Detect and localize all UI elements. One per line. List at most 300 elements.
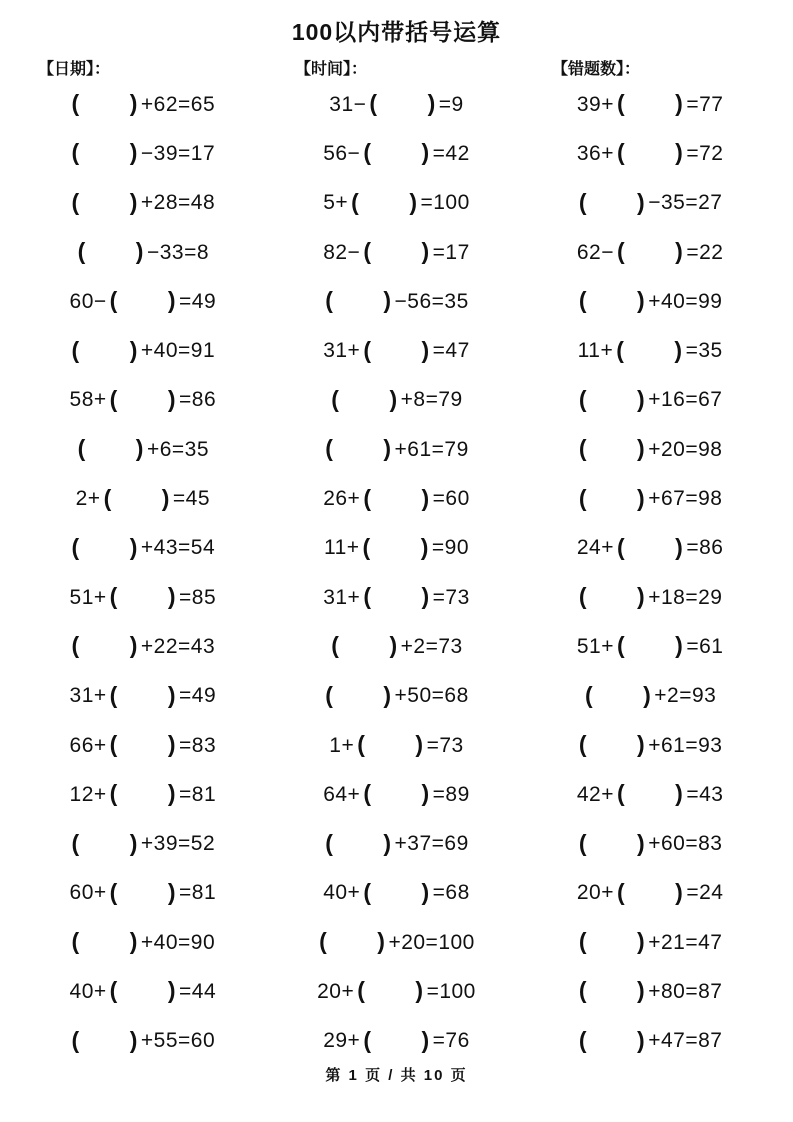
answer-blank bbox=[373, 351, 419, 352]
close-paren: ) bbox=[421, 583, 430, 610]
equation-cell bbox=[16, 326, 270, 375]
equation-text: =68 bbox=[432, 881, 470, 905]
answer-blank bbox=[82, 153, 128, 154]
equation-cell bbox=[16, 869, 270, 918]
close-paren: ) bbox=[675, 90, 684, 117]
close-paren: ) bbox=[415, 977, 424, 1004]
close-paren: ) bbox=[129, 139, 138, 166]
equation-text: =47 bbox=[432, 339, 470, 363]
equation-cell bbox=[523, 770, 777, 819]
answer-blank bbox=[120, 400, 166, 401]
open-paren: ( bbox=[71, 533, 80, 560]
equation-text: +61=79 bbox=[394, 437, 469, 461]
answer-blank bbox=[589, 991, 635, 992]
open-paren: ( bbox=[71, 188, 80, 215]
close-paren: ) bbox=[637, 385, 646, 412]
open-paren: ( bbox=[77, 435, 86, 462]
open-paren: ( bbox=[616, 533, 626, 560]
answer-blank bbox=[82, 548, 128, 549]
equation-text: +50=68 bbox=[394, 684, 469, 708]
equation-text: 60− bbox=[69, 289, 107, 313]
close-paren: ) bbox=[421, 238, 430, 265]
equation-text: 2+ bbox=[75, 487, 101, 511]
answer-blank bbox=[589, 1041, 635, 1042]
open-paren: ( bbox=[616, 238, 626, 265]
equation-text: =81 bbox=[179, 782, 217, 806]
answer-blank bbox=[82, 646, 128, 647]
page-number: 第 1 页 / 共 10 页 bbox=[325, 1067, 468, 1084]
answer-blank bbox=[627, 548, 673, 549]
open-paren: ( bbox=[71, 632, 80, 659]
open-paren: ( bbox=[109, 977, 118, 1004]
equation-text: 56− bbox=[323, 141, 361, 165]
equation-text: +80=87 bbox=[648, 979, 723, 1003]
close-paren: ) bbox=[389, 385, 398, 412]
equation-text: =49 bbox=[179, 684, 217, 708]
open-paren: ( bbox=[325, 829, 334, 856]
equation-cell bbox=[523, 425, 777, 474]
close-paren: ) bbox=[383, 287, 392, 314]
open-paren: ( bbox=[578, 1026, 588, 1053]
answer-blank bbox=[589, 844, 635, 845]
equation-text: 64+ bbox=[323, 782, 361, 806]
answer-blank bbox=[589, 745, 635, 746]
answer-blank bbox=[589, 400, 635, 401]
equation-text: 24+ bbox=[576, 536, 614, 560]
answer-blank bbox=[589, 942, 635, 943]
answer-blank bbox=[373, 794, 419, 795]
equation-cell bbox=[16, 770, 270, 819]
open-paren: ( bbox=[363, 238, 372, 265]
equation-cell bbox=[16, 967, 270, 1016]
answer-blank bbox=[335, 844, 381, 845]
close-paren: ) bbox=[129, 336, 138, 363]
close-paren: ) bbox=[167, 681, 176, 708]
open-paren: ( bbox=[616, 780, 626, 807]
equation-cell bbox=[16, 622, 270, 671]
equation-cell bbox=[523, 179, 777, 228]
equation-text: +43=54 bbox=[140, 536, 216, 560]
close-paren: ) bbox=[409, 188, 418, 215]
answer-blank bbox=[373, 499, 419, 500]
close-paren: ) bbox=[167, 583, 176, 610]
close-paren: ) bbox=[167, 878, 176, 905]
equation-text: 26+ bbox=[323, 487, 361, 511]
close-paren: ) bbox=[675, 238, 684, 265]
open-paren: ( bbox=[357, 731, 366, 757]
close-paren: ) bbox=[421, 139, 430, 166]
equation-text: =44 bbox=[179, 979, 217, 1003]
equation-cell bbox=[16, 819, 270, 868]
date-field-label: 【日期】： bbox=[38, 61, 111, 78]
answer-blank bbox=[627, 794, 673, 795]
close-paren: ) bbox=[167, 780, 176, 807]
equation-text: +61=93 bbox=[648, 733, 723, 757]
close-paren: ) bbox=[135, 238, 144, 265]
open-paren: ( bbox=[109, 385, 118, 412]
equation-text: +60=83 bbox=[648, 832, 723, 856]
open-paren: ( bbox=[363, 336, 372, 363]
equation-cell bbox=[523, 129, 777, 178]
equation-cell bbox=[270, 474, 524, 523]
answer-blank bbox=[335, 301, 381, 302]
answer-blank bbox=[367, 745, 413, 746]
open-paren: ( bbox=[363, 139, 372, 166]
open-paren: ( bbox=[325, 435, 334, 462]
open-paren: ( bbox=[109, 583, 118, 610]
open-paren: ( bbox=[584, 681, 594, 708]
equation-cell bbox=[270, 228, 524, 277]
equation-cell bbox=[270, 869, 524, 918]
answer-blank bbox=[589, 203, 635, 204]
equation-cell bbox=[16, 129, 270, 178]
close-paren: ) bbox=[421, 484, 430, 511]
open-paren: ( bbox=[357, 977, 366, 1004]
close-paren: ) bbox=[167, 977, 176, 1004]
equation-cell bbox=[16, 573, 270, 622]
open-paren: ( bbox=[616, 878, 626, 905]
equation-text: 66+ bbox=[69, 733, 107, 757]
close-paren: ) bbox=[383, 681, 392, 708]
equation-text: =17 bbox=[432, 240, 470, 264]
close-paren: ) bbox=[421, 780, 430, 807]
equation-text: 39+ bbox=[576, 92, 614, 116]
answer-blank bbox=[589, 597, 635, 598]
open-paren: ( bbox=[578, 188, 588, 215]
equation-text: +21=47 bbox=[648, 930, 723, 954]
close-paren: ) bbox=[167, 731, 176, 757]
error-count-field-label: 【错题数】： bbox=[552, 61, 641, 78]
equation-cell bbox=[523, 524, 777, 573]
answer-blank bbox=[380, 104, 426, 105]
open-paren: ( bbox=[71, 90, 80, 117]
equation-text: 31− bbox=[329, 92, 367, 116]
equation-cell bbox=[270, 918, 524, 967]
close-paren: ) bbox=[637, 583, 646, 610]
answer-blank bbox=[82, 1041, 128, 1042]
equation-text: =77 bbox=[686, 92, 724, 116]
equation-text: =24 bbox=[686, 881, 724, 905]
answer-blank bbox=[373, 1041, 419, 1042]
equation-text: =49 bbox=[179, 289, 217, 313]
answer-blank bbox=[626, 351, 672, 352]
answer-blank bbox=[82, 203, 128, 204]
equation-text: +39=52 bbox=[140, 832, 216, 856]
page-title: 100以内带括号运算 bbox=[291, 19, 502, 45]
equation-cell bbox=[270, 1017, 524, 1066]
close-paren: ) bbox=[637, 977, 646, 1004]
open-paren: ( bbox=[71, 829, 80, 856]
equation-text: 42+ bbox=[576, 782, 614, 806]
close-paren: ) bbox=[161, 484, 170, 511]
open-paren: ( bbox=[109, 681, 118, 708]
equation-cell bbox=[16, 80, 270, 129]
equation-cell bbox=[270, 721, 524, 770]
equation-text: 31+ bbox=[69, 684, 107, 708]
open-paren: ( bbox=[362, 533, 371, 560]
equation-cell bbox=[270, 967, 524, 1016]
open-paren: ( bbox=[578, 731, 588, 757]
close-paren: ) bbox=[129, 533, 138, 560]
equation-cell bbox=[523, 721, 777, 770]
open-paren: ( bbox=[616, 336, 625, 363]
equation-text: =22 bbox=[686, 240, 724, 264]
answer-blank bbox=[373, 252, 419, 253]
equation-cell bbox=[270, 622, 524, 671]
equation-cell bbox=[16, 918, 270, 967]
answer-blank bbox=[120, 301, 166, 302]
open-paren: ( bbox=[369, 90, 378, 117]
equation-text: 40+ bbox=[69, 979, 107, 1003]
equation-text: +6=35 bbox=[146, 437, 210, 461]
equation-text: 29+ bbox=[323, 1029, 361, 1053]
open-paren: ( bbox=[71, 139, 80, 166]
close-paren: ) bbox=[129, 829, 138, 856]
answer-blank bbox=[589, 499, 635, 500]
answer-blank bbox=[120, 991, 166, 992]
equation-text: −33=8 bbox=[146, 240, 210, 264]
open-paren: ( bbox=[578, 385, 588, 412]
equation-cell bbox=[16, 425, 270, 474]
answer-blank bbox=[329, 942, 375, 943]
equation-cell bbox=[16, 376, 270, 425]
open-paren: ( bbox=[363, 780, 372, 807]
equation-text: +40=90 bbox=[140, 930, 216, 954]
equation-cell bbox=[270, 770, 524, 819]
close-paren: ) bbox=[415, 731, 424, 757]
close-paren: ) bbox=[643, 681, 652, 708]
equation-text: =60 bbox=[432, 487, 470, 511]
answer-blank bbox=[589, 449, 635, 450]
close-paren: ) bbox=[129, 632, 138, 659]
equation-cell bbox=[270, 819, 524, 868]
answer-blank bbox=[595, 696, 641, 697]
answer-blank bbox=[367, 991, 413, 992]
equation-text: +16=67 bbox=[648, 388, 723, 412]
equation-cell bbox=[523, 474, 777, 523]
equation-text: −56=35 bbox=[394, 289, 469, 313]
equation-text: =76 bbox=[432, 1029, 470, 1053]
equation-text: +18=29 bbox=[648, 585, 723, 609]
equation-text: 11+ bbox=[577, 339, 614, 363]
equation-cell bbox=[523, 672, 777, 721]
close-paren: ) bbox=[637, 484, 646, 511]
close-paren: ) bbox=[421, 878, 430, 905]
equation-cell bbox=[16, 277, 270, 326]
equation-text: 20+ bbox=[317, 979, 355, 1003]
equation-cell bbox=[523, 918, 777, 967]
equation-text: 1+ bbox=[329, 733, 355, 757]
equation-text: =61 bbox=[686, 634, 724, 658]
open-paren: ( bbox=[578, 435, 588, 462]
equation-text: 51+ bbox=[69, 585, 107, 609]
equation-text: 40+ bbox=[323, 881, 361, 905]
open-paren: ( bbox=[363, 583, 372, 610]
equation-text: 12+ bbox=[69, 782, 107, 806]
answer-blank bbox=[627, 104, 673, 105]
equation-cell bbox=[16, 672, 270, 721]
answer-blank bbox=[114, 499, 160, 500]
equation-text: +2=93 bbox=[654, 684, 717, 708]
close-paren: ) bbox=[675, 139, 684, 166]
open-paren: ( bbox=[578, 928, 588, 955]
answer-blank bbox=[373, 597, 419, 598]
close-paren: ) bbox=[167, 287, 176, 314]
open-paren: ( bbox=[71, 928, 80, 955]
equation-text: =43 bbox=[686, 782, 724, 806]
equation-cell bbox=[523, 819, 777, 868]
equation-text: +20=98 bbox=[648, 437, 723, 461]
equation-text: =9 bbox=[438, 92, 464, 116]
answer-blank bbox=[361, 203, 407, 204]
header-bar bbox=[0, 56, 793, 82]
equation-cell bbox=[523, 573, 777, 622]
equation-text: 82− bbox=[323, 240, 361, 264]
close-paren: ) bbox=[637, 188, 646, 215]
open-paren: ( bbox=[363, 484, 372, 511]
answer-blank bbox=[120, 745, 166, 746]
equation-cell bbox=[523, 1017, 777, 1066]
equation-text: =100 bbox=[420, 191, 470, 215]
equation-text: =86 bbox=[179, 388, 217, 412]
equation-cell bbox=[16, 228, 270, 277]
equation-text: +20=100 bbox=[388, 930, 475, 954]
equation-text: =35 bbox=[685, 339, 723, 363]
equation-text: =81 bbox=[179, 881, 217, 905]
close-paren: ) bbox=[674, 336, 683, 363]
equation-text: 5+ bbox=[323, 191, 349, 215]
equation-text: −39=17 bbox=[140, 141, 216, 165]
problems-grid bbox=[16, 80, 777, 1066]
close-paren: ) bbox=[637, 731, 646, 757]
close-paren: ) bbox=[675, 878, 684, 905]
equation-text: 58+ bbox=[69, 388, 107, 412]
answer-blank bbox=[627, 252, 673, 253]
open-paren: ( bbox=[109, 287, 118, 314]
equation-text: +62=65 bbox=[140, 92, 216, 116]
close-paren: ) bbox=[129, 1026, 138, 1053]
open-paren: ( bbox=[578, 583, 588, 610]
close-paren: ) bbox=[129, 188, 138, 215]
close-paren: ) bbox=[675, 780, 684, 807]
open-paren: ( bbox=[363, 1026, 372, 1053]
open-paren: ( bbox=[319, 928, 328, 955]
equation-text: =100 bbox=[426, 979, 476, 1003]
answer-blank bbox=[627, 893, 673, 894]
equation-cell bbox=[523, 376, 777, 425]
answer-blank bbox=[82, 942, 128, 943]
equation-cell bbox=[270, 179, 524, 228]
equation-cell bbox=[270, 672, 524, 721]
equation-text: =86 bbox=[686, 536, 724, 560]
equation-cell bbox=[16, 721, 270, 770]
close-paren: ) bbox=[129, 928, 138, 955]
answer-blank bbox=[341, 646, 387, 647]
equation-text: +28=48 bbox=[140, 191, 216, 215]
close-paren: ) bbox=[421, 336, 430, 363]
answer-blank bbox=[120, 597, 166, 598]
equation-cell bbox=[523, 967, 777, 1016]
open-paren: ( bbox=[109, 878, 118, 905]
equation-text: +40=91 bbox=[140, 339, 216, 363]
equation-text: 31+ bbox=[323, 339, 361, 363]
equation-cell bbox=[523, 326, 777, 375]
equation-text: −35=27 bbox=[648, 191, 723, 215]
close-paren: ) bbox=[377, 928, 386, 955]
equation-text: +40=99 bbox=[648, 289, 723, 313]
close-paren: ) bbox=[637, 1026, 646, 1053]
equation-cell bbox=[523, 869, 777, 918]
answer-blank bbox=[120, 893, 166, 894]
close-paren: ) bbox=[421, 1026, 430, 1053]
open-paren: ( bbox=[109, 780, 118, 807]
equation-cell bbox=[16, 474, 270, 523]
equation-text: =72 bbox=[686, 141, 724, 165]
equation-cell bbox=[270, 129, 524, 178]
equation-cell bbox=[16, 1017, 270, 1066]
equation-text: 31+ bbox=[323, 585, 361, 609]
close-paren: ) bbox=[383, 435, 392, 462]
equation-text: +55=60 bbox=[140, 1029, 216, 1053]
open-paren: ( bbox=[578, 287, 588, 314]
open-paren: ( bbox=[616, 139, 626, 166]
equation-text: 60+ bbox=[69, 881, 107, 905]
equation-text: +22=43 bbox=[140, 634, 216, 658]
open-paren: ( bbox=[103, 484, 112, 511]
answer-blank bbox=[82, 844, 128, 845]
equation-cell bbox=[270, 524, 524, 573]
equation-cell bbox=[523, 277, 777, 326]
equation-text: 11+ bbox=[323, 536, 360, 560]
open-paren: ( bbox=[325, 287, 334, 314]
equation-cell bbox=[523, 80, 777, 129]
answer-blank bbox=[335, 449, 381, 450]
equation-text: =73 bbox=[426, 733, 464, 757]
equation-cell bbox=[270, 573, 524, 622]
open-paren: ( bbox=[71, 1026, 80, 1053]
equation-cell bbox=[16, 179, 270, 228]
answer-blank bbox=[589, 301, 635, 302]
equation-text: =73 bbox=[432, 585, 470, 609]
answer-blank bbox=[373, 893, 419, 894]
close-paren: ) bbox=[420, 533, 429, 560]
open-paren: ( bbox=[351, 188, 360, 215]
open-paren: ( bbox=[578, 977, 588, 1004]
equation-cell bbox=[270, 277, 524, 326]
open-paren: ( bbox=[331, 632, 340, 659]
close-paren: ) bbox=[675, 533, 684, 560]
equation-text: =42 bbox=[432, 141, 470, 165]
answer-blank bbox=[373, 548, 419, 549]
answer-blank bbox=[335, 696, 381, 697]
equation-text: +37=69 bbox=[394, 832, 469, 856]
open-paren: ( bbox=[71, 336, 80, 363]
equation-cell bbox=[270, 376, 524, 425]
equation-text: +67=98 bbox=[648, 487, 723, 511]
open-paren: ( bbox=[616, 632, 626, 659]
equation-cell bbox=[270, 80, 524, 129]
close-paren: ) bbox=[675, 632, 684, 659]
equation-cell bbox=[523, 622, 777, 671]
equation-text: =45 bbox=[172, 487, 211, 511]
answer-blank bbox=[120, 794, 166, 795]
equation-cell bbox=[523, 228, 777, 277]
answer-blank bbox=[627, 646, 673, 647]
equation-text: +8=79 bbox=[400, 388, 463, 412]
close-paren: ) bbox=[383, 829, 392, 856]
answer-blank bbox=[88, 252, 134, 253]
open-paren: ( bbox=[325, 681, 334, 708]
